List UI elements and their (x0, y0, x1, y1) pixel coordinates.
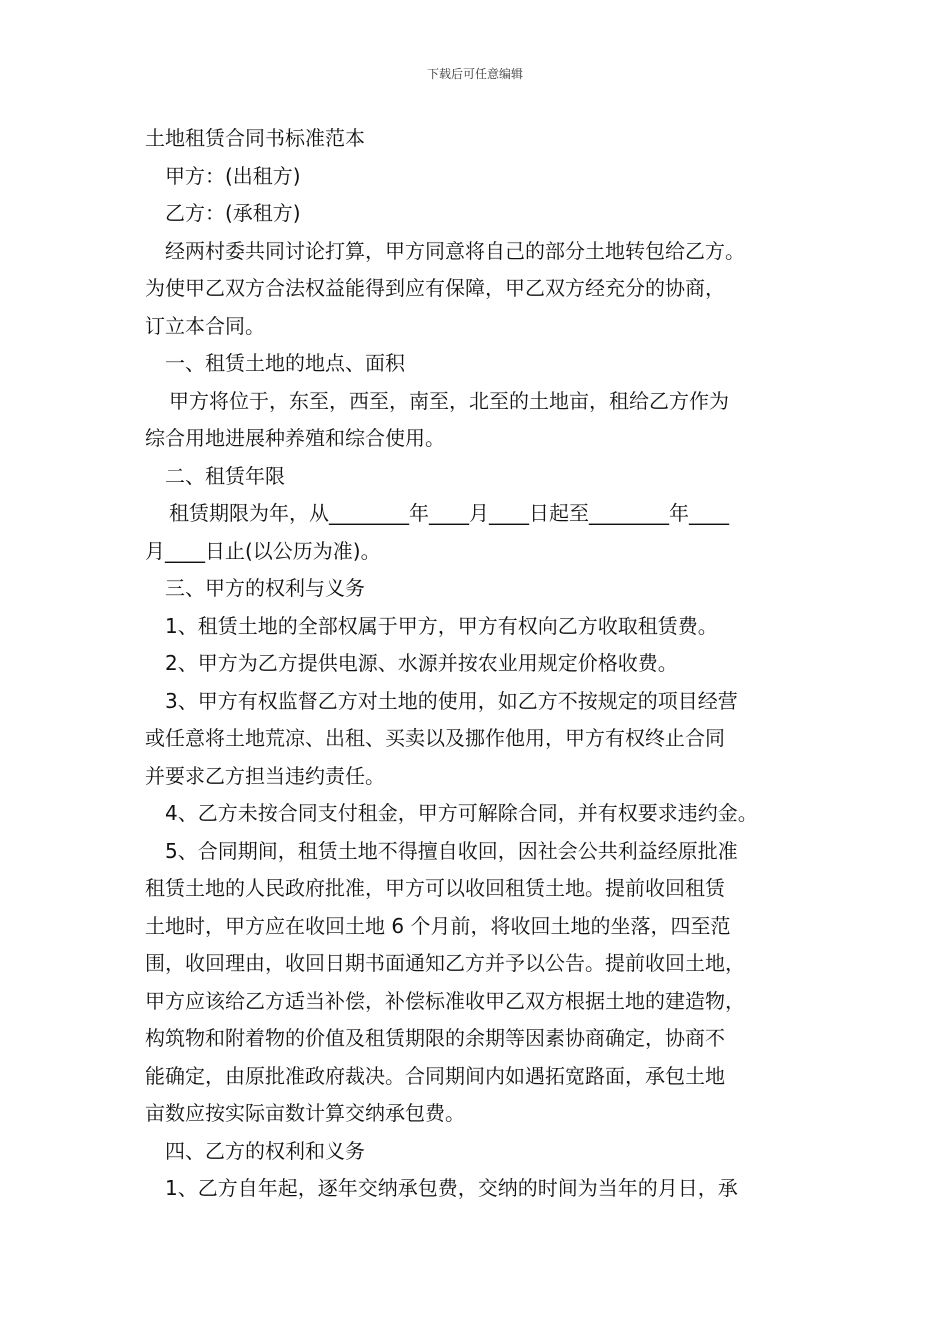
document-line: 甲方：(出租方) (165, 163, 301, 188)
document-line: 综合用地进展种养殖和综合使用。 (145, 426, 445, 450)
document-line: 为使甲乙双方合法权益能得到应有保障，甲乙双方经充分的协商， (145, 276, 725, 300)
document-line: 4、乙方未按合同支付租金，甲方可解除合同，并有权要求违约金。 (165, 801, 758, 825)
document-line: 亩数应按实际亩数计算交纳承包费。 (145, 1101, 465, 1125)
document-line: 月____日止(以公历为准)。 (145, 538, 381, 563)
document-line: 1、租赁土地的全部权属于甲方，甲方有权向乙方收取租赁费。 (165, 613, 718, 638)
document-line: 租赁土地的人民政府批准，甲方可以收回租赁土地。提前收回租赁 (145, 876, 725, 900)
document-line: 并要求乙方担当违约责任。 (145, 763, 385, 788)
page-header: 下载后可任意编辑 (426, 67, 523, 81)
document-line: 3、甲方有权监督乙方对土地的使用，如乙方不按规定的项目经营 (165, 688, 738, 713)
document-line: 甲方将位于，东至，西至，南至，北至的土地亩，租给乙方作为 (169, 388, 729, 413)
document-line: 四、乙方的权利和义务 (165, 1138, 365, 1163)
document-body (145, 120, 815, 1208)
document-line: 经两村委共同讨论打算，甲方同意将自己的部分土地转包给乙方。 (165, 238, 745, 263)
document-line: 租赁期限为年，从________年____月____日起至________年____ (169, 501, 729, 525)
document-line: 土地时，甲方应在收回土地 6 个月前，将收回土地的坐落，四至范 (145, 913, 731, 938)
document-title: 土地租赁合同书标准范本 (145, 126, 365, 150)
document-line: 围，收回理由，收回日期书面通知乙方并予以公告。提前收回土地， (145, 951, 745, 975)
document-line: 二、租赁年限 (165, 463, 285, 488)
document-line: 构筑物和附着物的价值及租赁期限的余期等因素协商确定，协商不 (145, 1026, 725, 1050)
document-line: 1、乙方自年起，逐年交纳承包费，交纳的时间为当年的月日，承 (165, 1176, 738, 1200)
document-line: 订立本合同。 (145, 313, 265, 338)
document-line: 5、合同期间，租赁土地不得擅自收回，因社会公共利益经原批准 (165, 838, 738, 863)
document-line: 能确定，由原批准政府裁决。合同期间内如遇拓宽路面，承包土地 (145, 1063, 725, 1088)
document-line: 三、甲方的权利与义务 (165, 576, 365, 600)
document-line: 乙方：(承租方) (165, 201, 301, 225)
document-line: 一、租赁土地的地点、面积 (165, 351, 405, 375)
document-line: 或任意将土地荒凉、出租、买卖以及挪作他用，甲方有权终止合同 (145, 726, 725, 750)
document-line: 2、甲方为乙方提供电源、水源并按农业用规定价格收费。 (165, 651, 678, 675)
document-line: 甲方应该给乙方适当补偿，补偿标准收甲乙双方根据土地的建造物， (145, 988, 745, 1013)
